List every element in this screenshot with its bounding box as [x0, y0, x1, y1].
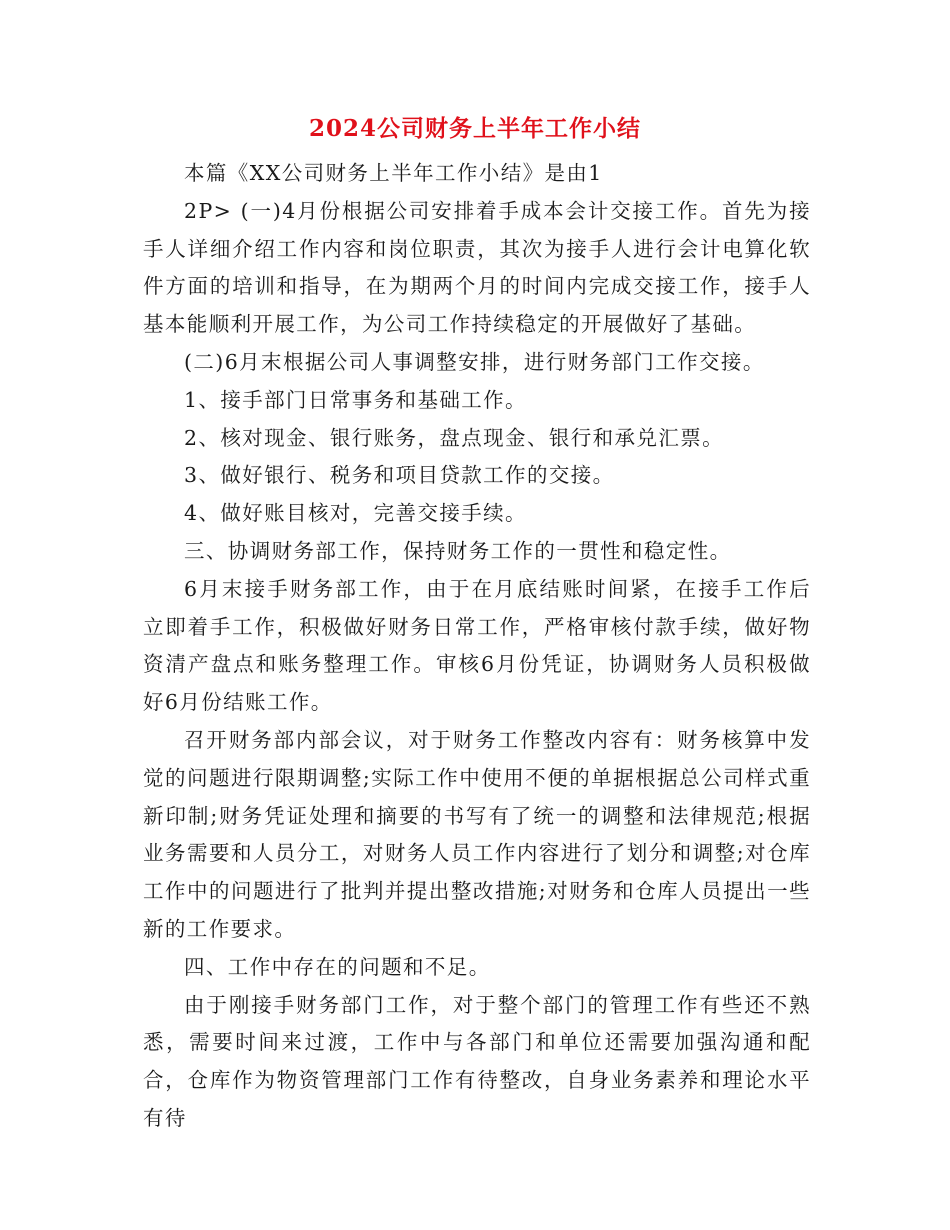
paragraph: 2P> (一)4月份根据公司安排着手成本会计交接工作。首先为接手人详细介绍工作内容和岗位职责，其次为接手人进行会计电算化软件方面的培训和指导，在为期两个月的时间内完成交接工作，接手人基本能顺利开展工作，为公司工作持续稳定的开展做好了基础。	[143, 198, 811, 337]
paragraph: 1、接手部门日常事务和基础工作。	[184, 387, 527, 412]
paragraph: 2、核对现金、银行账务，盘点现金、银行和承兑汇票。	[184, 425, 725, 450]
document-title: 2024公司财务上半年工作小结	[308, 115, 641, 142]
document-body	[143, 155, 811, 1138]
paragraph: 本篇《XX公司财务上半年工作小结》是由1	[184, 161, 603, 185]
paragraph: 三、协调财务部工作，保持财务工作的一贯性和稳定性。	[184, 538, 732, 563]
paragraph: 4、做好账目核对，完善交接手续。	[184, 501, 527, 526]
paragraph: 3、做好银行、税务和项目贷款工作的交接。	[184, 463, 615, 488]
paragraph: 6月末接手财务部工作，由于在月底结账时间紧，在接手工作后立即着手工作，积极做好财务日常工作，严格审核付款手续，做好物资清产盘点和账务整理工作。审核6月份凭证，协调财务人员积极做好6月份结账工作。	[143, 576, 811, 715]
paragraph: 由于刚接手财务部门工作，对于整个部门的管理工作有些还不熟悉，需要时间来过渡，工作中与各部门和单位还需要加强沟通和配合，仓库作为物资管理部门工作有待整改，自身业务素养和理论水平有待	[143, 992, 811, 1130]
paragraph: (二)6月末根据公司人事调整安排，进行财务部门工作交接。	[184, 349, 765, 374]
paragraph: 四、工作中存在的问题和不足。	[184, 954, 491, 979]
paragraph: 召开财务部内部会议，对于财务工作整改内容有：财务核算中发觉的问题进行限期调整;实际工作中使用不便的单据根据总公司样式重新印制;财务凭证处理和摘要的书写有了统一的调整和法律规范;根据业务需要和人员分工，对财务人员工作内容进行了划分和调整;对仓库工作中的问题进行了批判并提出整改措施;对财务和仓库人员提出一些新的工作要求。	[143, 727, 811, 941]
